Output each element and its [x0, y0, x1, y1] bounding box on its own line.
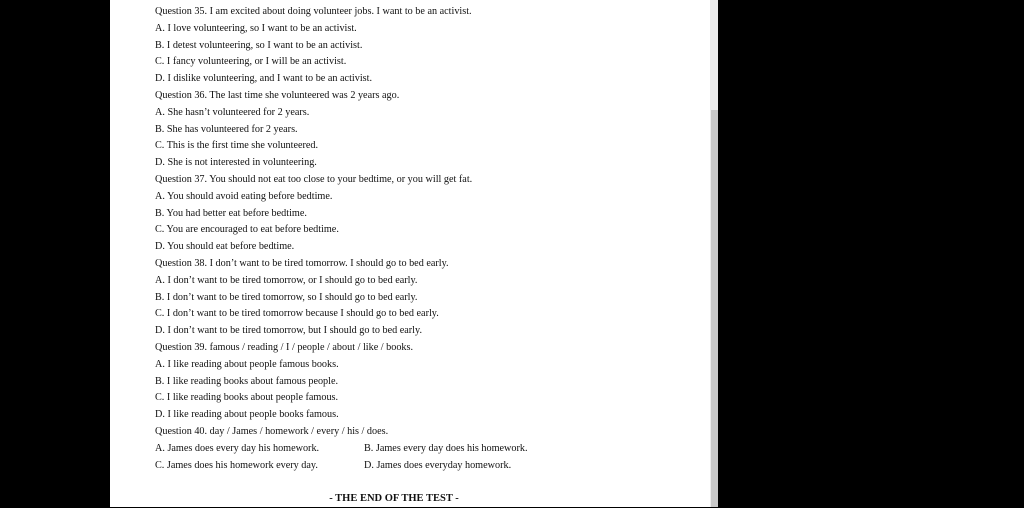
question-37-option-b: B. You had better eat before bedtime. [155, 207, 307, 219]
question-35-option-b: B. I detest volunteering, so I want to be an activist. [155, 39, 363, 51]
question-36-stem: Question 36. The last time she volunteered was 2 years ago. [155, 89, 400, 101]
question-40-option-a: A. James does every day his homework. [155, 442, 320, 454]
question-36-option-a: A. She hasn’t volunteered for 2 years. [155, 106, 310, 118]
question-37-option-d: D. You should eat before bedtime. [155, 241, 295, 253]
question-37-option-a: A. You should avoid eating before bedtime. [155, 190, 333, 202]
question-38-option-b: B. I don’t want to be tired tomorrow, so I should go to bed early. [155, 291, 418, 303]
question-36-option-d: D. She is not interested in volunteering. [155, 157, 317, 169]
question-40-option-c: C. James does his homework every day. [155, 459, 318, 471]
question-38-option-c: C. I don’t want to be tired tomorrow because I should go to bed early. [155, 308, 439, 320]
question-40-option-d: D. James does everyday homework. [364, 459, 512, 471]
question-40-row-1 [155, 441, 695, 458]
question-39-option-b: B. I like reading books about famous people. [155, 375, 339, 387]
question-40-option-b: B. James every day does his homework. [364, 442, 528, 454]
question-39-stem: Question 39. famous / reading / I / people / about / like / books. [155, 341, 414, 353]
end-of-test-label: - THE END OF THE TEST - [329, 493, 459, 505]
scrollbar-thumb[interactable] [711, 110, 718, 507]
question-37-option-c: C. You are encouraged to eat before bedtime. [155, 224, 339, 236]
question-35-option-c: C. I fancy volunteering, or I will be an activist. [155, 56, 347, 68]
question-40-row-2 [155, 458, 695, 475]
question-40-stem: Question 40. day / James / homework / every / his / does. [155, 425, 389, 437]
question-35-option-a: A. I love volunteering, so I want to be an activist. [155, 22, 357, 34]
question-38-option-d: D. I don’t want to be tired tomorrow, but I should go to bed early. [155, 325, 422, 337]
question-38-option-a: A. I don’t want to be tired tomorrow, or I should go to bed early. [155, 274, 418, 286]
question-39-option-d: D. I like reading about people books famous. [155, 409, 339, 421]
question-35-option-d: D. I dislike volunteering, and I want to be an activist. [155, 73, 372, 85]
document-content [155, 4, 695, 508]
question-36-option-c: C. This is the first time she volunteered. [155, 140, 319, 152]
question-39-option-c: C. I like reading books about people famous. [155, 392, 339, 404]
question-37-stem: Question 37. You should not eat too close to your bedtime, or you will get fat. [155, 173, 473, 185]
question-35-stem: Question 35. I am excited about doing volunteer jobs. I want to be an activist. [155, 6, 472, 17]
question-36-option-b: B. She has volunteered for 2 years. [155, 123, 298, 135]
question-38-stem: Question 38. I don’t want to be tired tomorrow. I should go to bed early. [155, 257, 449, 269]
question-39-option-a: A. I like reading about people famous books. [155, 358, 339, 370]
